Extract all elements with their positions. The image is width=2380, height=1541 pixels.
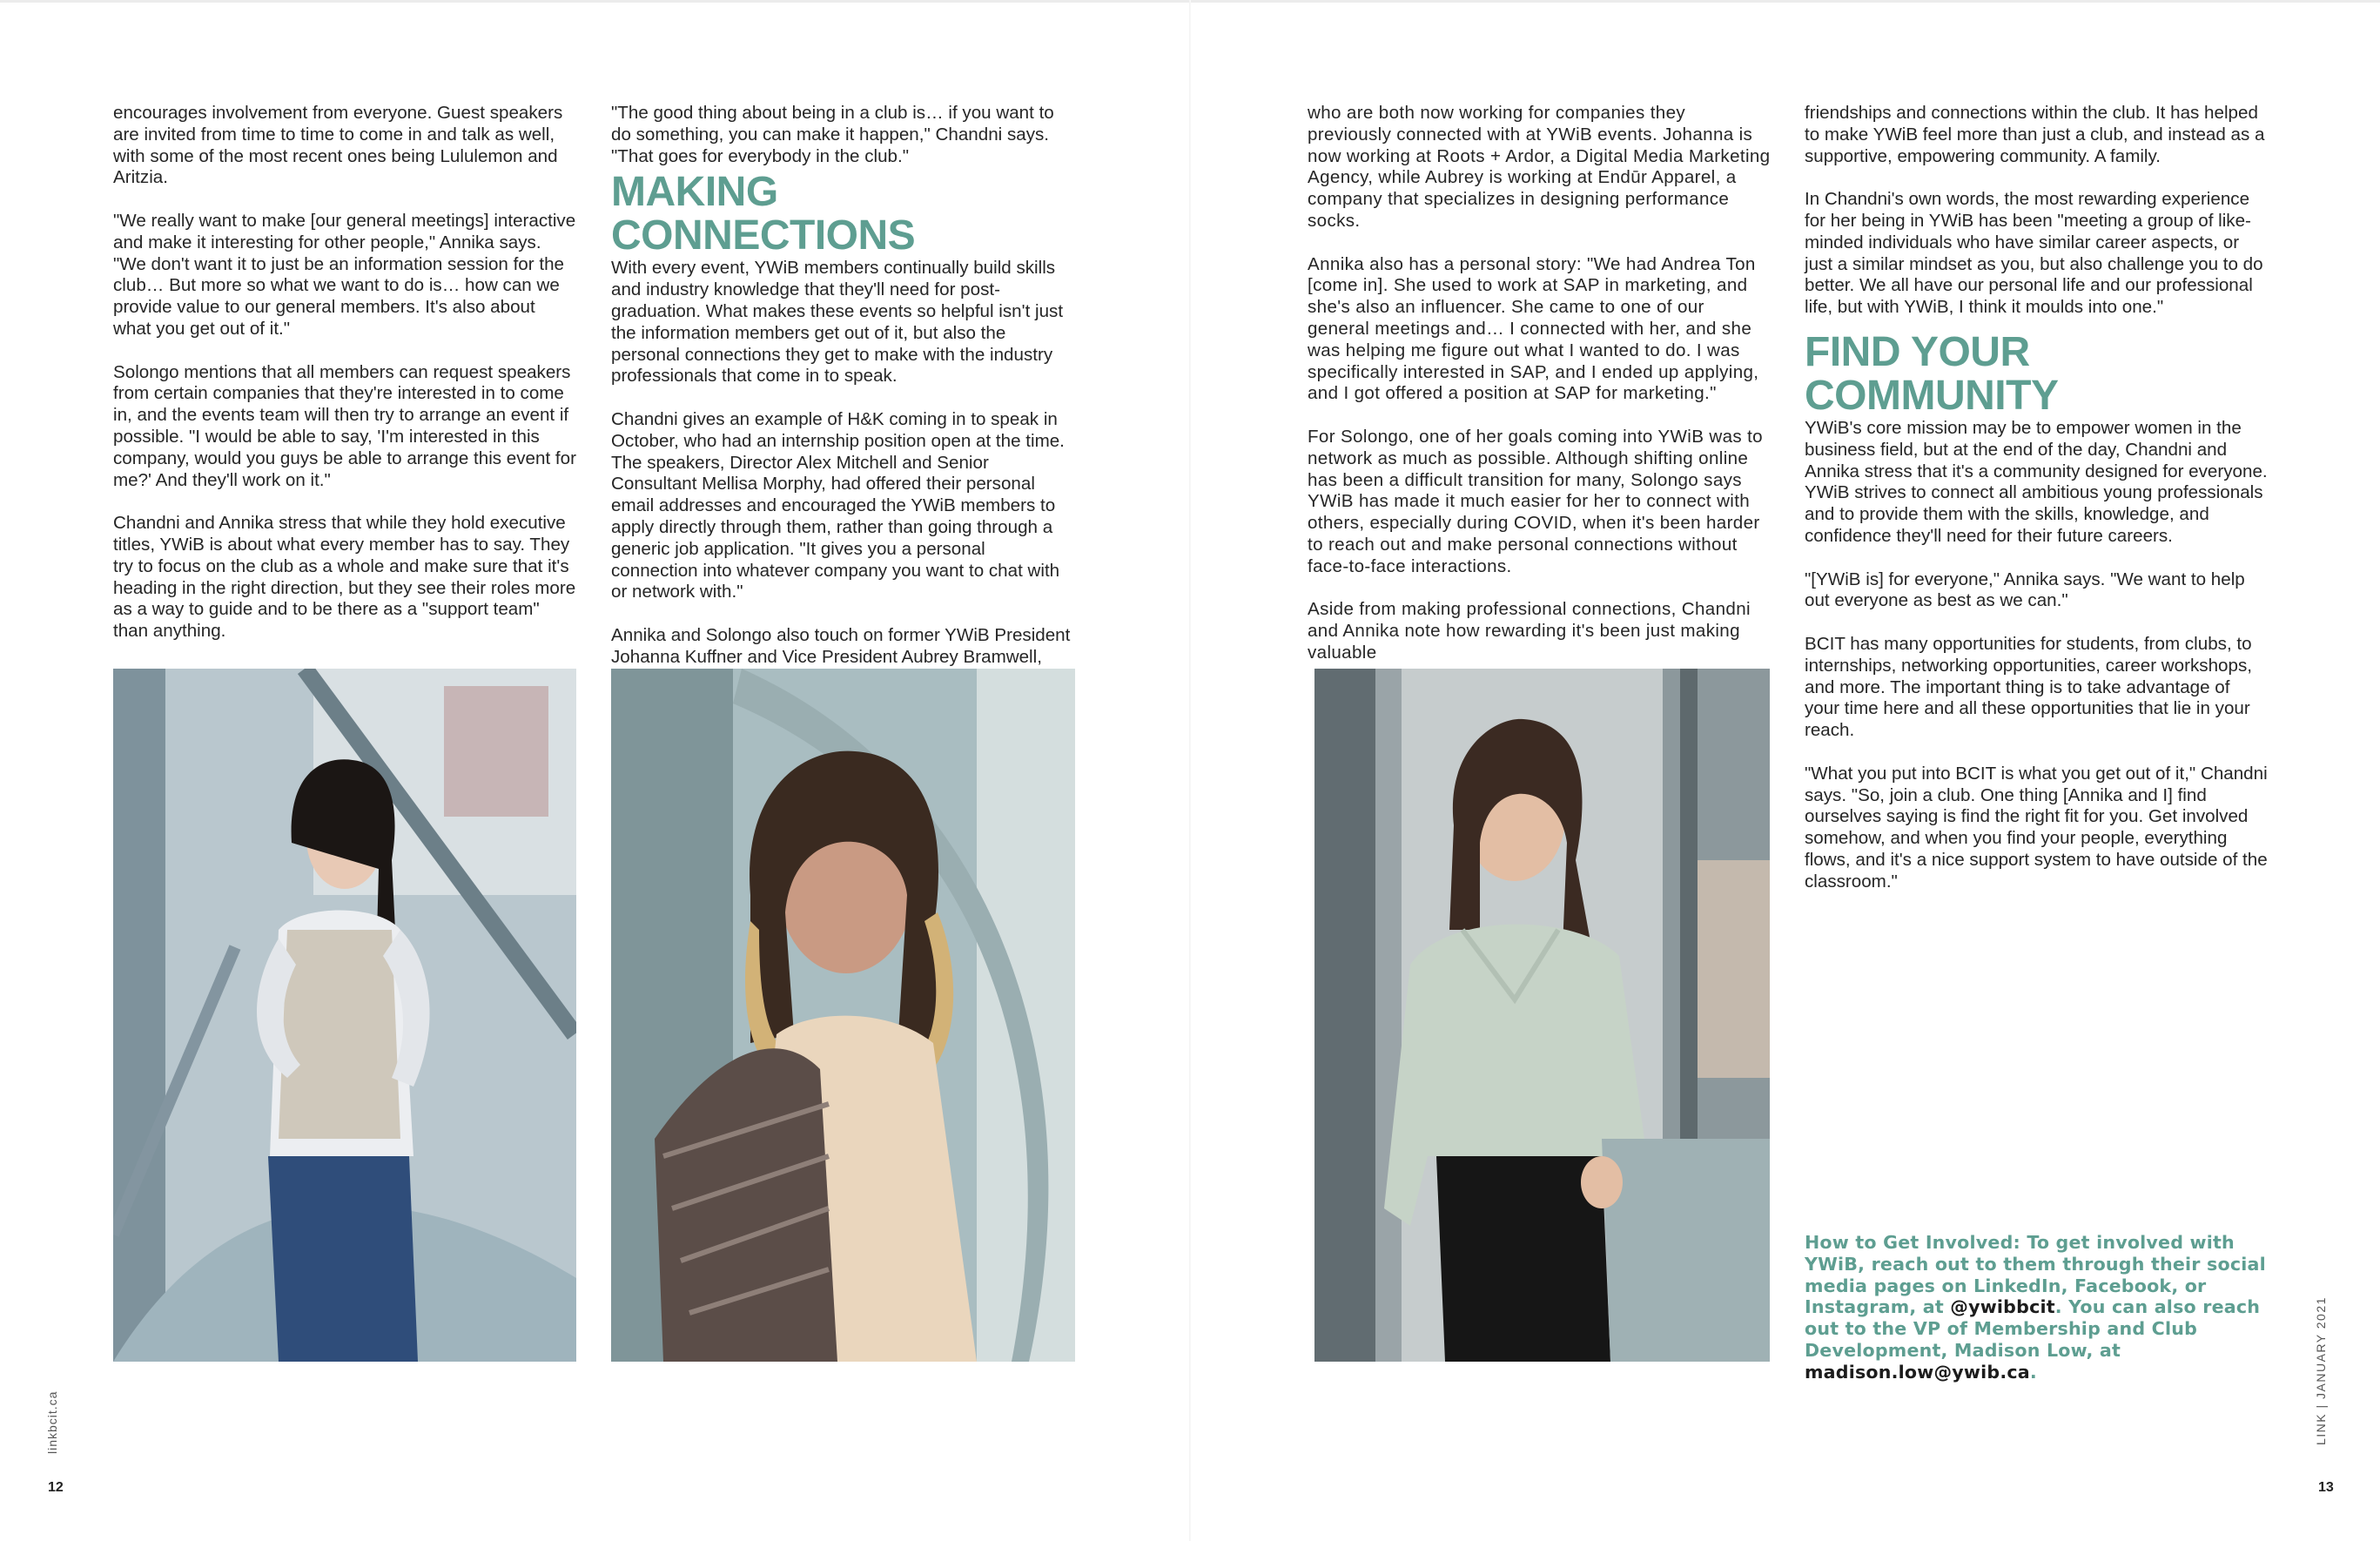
website-label: linkbcit.ca [45, 1390, 59, 1454]
issue-label: LINK | JANUARY 2021 [2314, 1296, 2328, 1445]
page-number-left: 12 [48, 1480, 64, 1495]
paragraph: Solongo mentions that all members can request speakers from certain companies that they're interested in to come in, and the events team will then try to arrange an event if possible. "I would be able to say, 'I'm interested in this company, would you guys be able to arrange this event for me?' And they'll work on it." [113, 361, 576, 490]
page-gutter [1189, 0, 1191, 1541]
paragraph: "What you put into BCIT is what you get out of it," Chandni says. "So, join a club. One thing [Annika and I] find ourselves saying is find the right fit for you. Get involved somehow, and when you find your people, everything flows, and it's a nice support system to have outside of the classroom." [1805, 763, 2268, 892]
page-number-right: 13 [2318, 1480, 2334, 1495]
paragraph: friendships and connections within the club. It has helped to make YWiB feel more than just a club, and instead as a supportive, empowering community. A family. [1805, 103, 2265, 166]
callout-text: How to Get Involved: To get involved with YWiB, reach out to them through their social media pages on LinkedIn, Facebook, or Instagram, at [1805, 1232, 2266, 1318]
paragraph: "[YWiB is] for everyone," Annika says. "We want to help out everyone as best as we can." [1805, 569, 2245, 611]
photo-chandni [611, 669, 1075, 1362]
paragraph: BCIT has many opportunities for students, from clubs, to internships, networking opportunities, career workshops, and more. The important thing is to take advantage of your time here and all these opportunities that lie in your reach. [1805, 633, 2252, 741]
photo-annika [113, 669, 576, 1362]
paragraph: Aside from making professional connections, Chandni and Annika note how rewarding it's been just making valuable [1308, 599, 1751, 663]
paragraph: Annika and Solongo also touch on former YWiB President Johanna Kuffner and Vice President Aubrey Bramwell, [611, 624, 1071, 667]
paragraph: YWiB's core mission may be to empower women in the business field, but at the end of the day, Chandni and Annika stress that it's a community designed for everyone. YWiB strives to connect all ambitious young professionals and to provide them with the skills, knowledge, and confidence they'll need for their future careers. [1805, 417, 2268, 546]
paragraph: In Chandni's own words, the most rewarding experience for her being in YWiB has been "meeting a group of like-minded individuals who have similar career aspects, or just a similar mindset as you, but also challenge you to do better. We all have our personal life and our professional life, but with YWiB, I think it moulds into one." [1805, 189, 2263, 318]
email-link[interactable]: madison.low@ywib.ca [1805, 1361, 2030, 1383]
paragraph: Chandni and Annika stress that while they hold executive titles, YWiB is about what every member has to say. They try to focus on the club as a whole and make sure that it's heading in the right direction, but they see their roles more as a way to guide and to be there as a "support team" than anything. [113, 513, 576, 642]
section-heading-find-your-community: FIND YOUR COMMUNITY [1805, 328, 2059, 419]
paragraph: "The good thing about being in a club is… if you want to do something, you can make it happen," Chandni says. "That goes for everybody in the club." [611, 103, 1054, 166]
left-column-1 [113, 103, 576, 643]
paragraph: Chandni gives an example of H&K coming in to speak in October, who had an internship position open at the time. The speakers, Director Alex Mitchell and Senior Consultant Mellisa Morphy, had offered their personal email addresses and encouraged the YWiB members to apply directly through them, rather than going through a generic job application. "It gives you a personal connection into whatever company you want to chat with or network with." [611, 408, 1065, 602]
section-heading-making-connections: MAKING CONNECTIONS [611, 169, 916, 259]
photo-solongo [1314, 669, 1770, 1362]
paragraph: encourages involvement from everyone. Guest speakers are invited from time to time to come in and talk as well, with some of the most recent ones being Lululemon and Aritzia. [113, 103, 563, 188]
right-column-2 [1805, 103, 2268, 893]
how-to-get-involved-callout [1805, 1232, 2275, 1383]
paragraph: Annika also has a personal story: "We had Andrea Ton [come in]. She used to work at SAP in marketing, and she's also an influencer. She came to one of our general meetings and… I connected with her, and she was helping me figure out what I wanted to do. I was specifically interested in SAP, and I ended up applying, and I got offered a position at SAP for marketing." [1308, 253, 1759, 404]
paragraph: who are both now working for companies they previously connected with at YWiB events. Johanna is now working at Roots + Ardor, a Digital Media Marketing Agency, while Aubrey is working at Endūr Apparel, a company that specializes in designing performance socks. [1308, 103, 1771, 231]
paragraph: For Solongo, one of her goals coming into YWiB was to network as much as possible. Although shifting online has been a difficult transition for many, Solongo says YWiB has made it much easier for her to connect with others, especially during COVID, when it's been harder to reach out and make personal connections without face-to-face interactions. [1308, 426, 1763, 576]
social-handle-link[interactable]: @ywibbcit [1950, 1296, 2055, 1318]
callout-text: . You can also reach out to the VP of Membership and Club Development, Madison Low, at [1805, 1296, 2261, 1361]
left-column-2 [611, 103, 1074, 669]
right-column-1 [1308, 103, 1771, 664]
paragraph: "We really want to make [our general meetings] interactive and make it interesting for other people," Annika says. "We don't want it to just be an information session for the club… But more so what we want to do is… how can we provide value to our general members. It's also about what you get out of it." [113, 210, 576, 339]
callout-text: . [2029, 1361, 2037, 1383]
paragraph: With every event, YWiB members continually build skills and industry knowledge that they'll need for post-graduation. What makes these events so helpful isn't just the information members get out of it, but also the personal connections they get to make with the industry professionals that come in to speak. [611, 258, 1064, 387]
